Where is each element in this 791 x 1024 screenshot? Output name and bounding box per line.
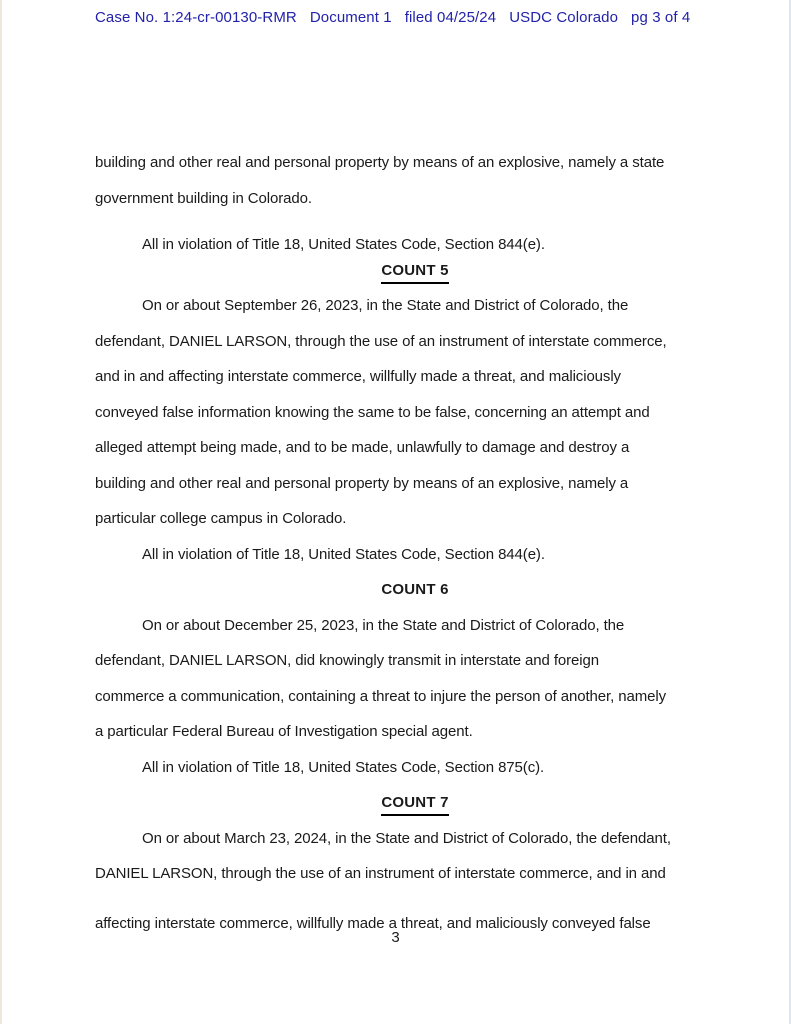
ecf-stamp-header	[95, 9, 690, 26]
count-7-heading: COUNT 7	[381, 792, 448, 816]
violation-line: All in violation of Title 18, United States Code, Section 844(e).	[142, 545, 545, 563]
body-line: building and other real and personal property by means of an explosive, namely a state	[95, 154, 665, 171]
body-line: On or about September 26, 2023, in the State and District of Colorado, the	[142, 297, 629, 314]
count-6-heading: COUNT 6	[381, 581, 449, 598]
violation-line: All in violation of Title 18, United States Code, Section 844(e).	[142, 236, 545, 253]
body-line: building and other real and personal property by means of an explosive, namely a	[95, 474, 629, 492]
body-line: On or about December 25, 2023, in the State and District of Colorado, the	[142, 616, 625, 634]
body-line: commerce a communication, containing a threat to injure the person of another, namely	[95, 687, 666, 705]
body-line: particular college campus in Colorado.	[95, 510, 347, 527]
body-line: defendant, DANIEL LARSON, through the use of an instrument of interstate commerce,	[95, 332, 667, 350]
count-7-heading-row	[95, 785, 735, 821]
body-line: alleged attempt being made, and to be made, unlawfully to damage and destroy a	[95, 439, 630, 456]
violation-line: All in violation of Title 18, United States Code, Section 875(c).	[142, 758, 545, 776]
page-indicator: pg 3 of 4	[631, 9, 691, 26]
case-number: Case No. 1:24-cr-00130-RMR	[95, 9, 297, 26]
count-5-heading: COUNT 5	[381, 260, 448, 284]
count-6-heading-row	[95, 572, 735, 608]
body-line: government building in Colorado.	[95, 189, 312, 207]
court-name: USDC Colorado	[509, 9, 619, 26]
body-line: affecting interstate commerce, willfully made a threat, and maliciously conveyed false	[95, 914, 651, 932]
body-line: a particular Federal Bureau of Investigation special agent.	[95, 723, 473, 740]
filed-date: filed 04/25/24	[404, 9, 497, 26]
body-line: conveyed false information knowing the same to be false, concerning an attempt and	[95, 403, 650, 421]
body-line: On or about March 23, 2024, in the State and District of Colorado, the defendant,	[142, 829, 671, 847]
body-line: and in and affecting interstate commerce, willfully made a threat, and maliciously	[95, 368, 621, 385]
body-line: DANIEL LARSON, through the use of an instrument of interstate commerce, and in and	[95, 865, 666, 882]
body-line: defendant, DANIEL LARSON, did knowingly transmit in interstate and foreign	[95, 652, 599, 669]
document-number: Document 1	[309, 9, 392, 26]
page-number: 3	[391, 929, 400, 946]
document-body	[95, 145, 735, 941]
